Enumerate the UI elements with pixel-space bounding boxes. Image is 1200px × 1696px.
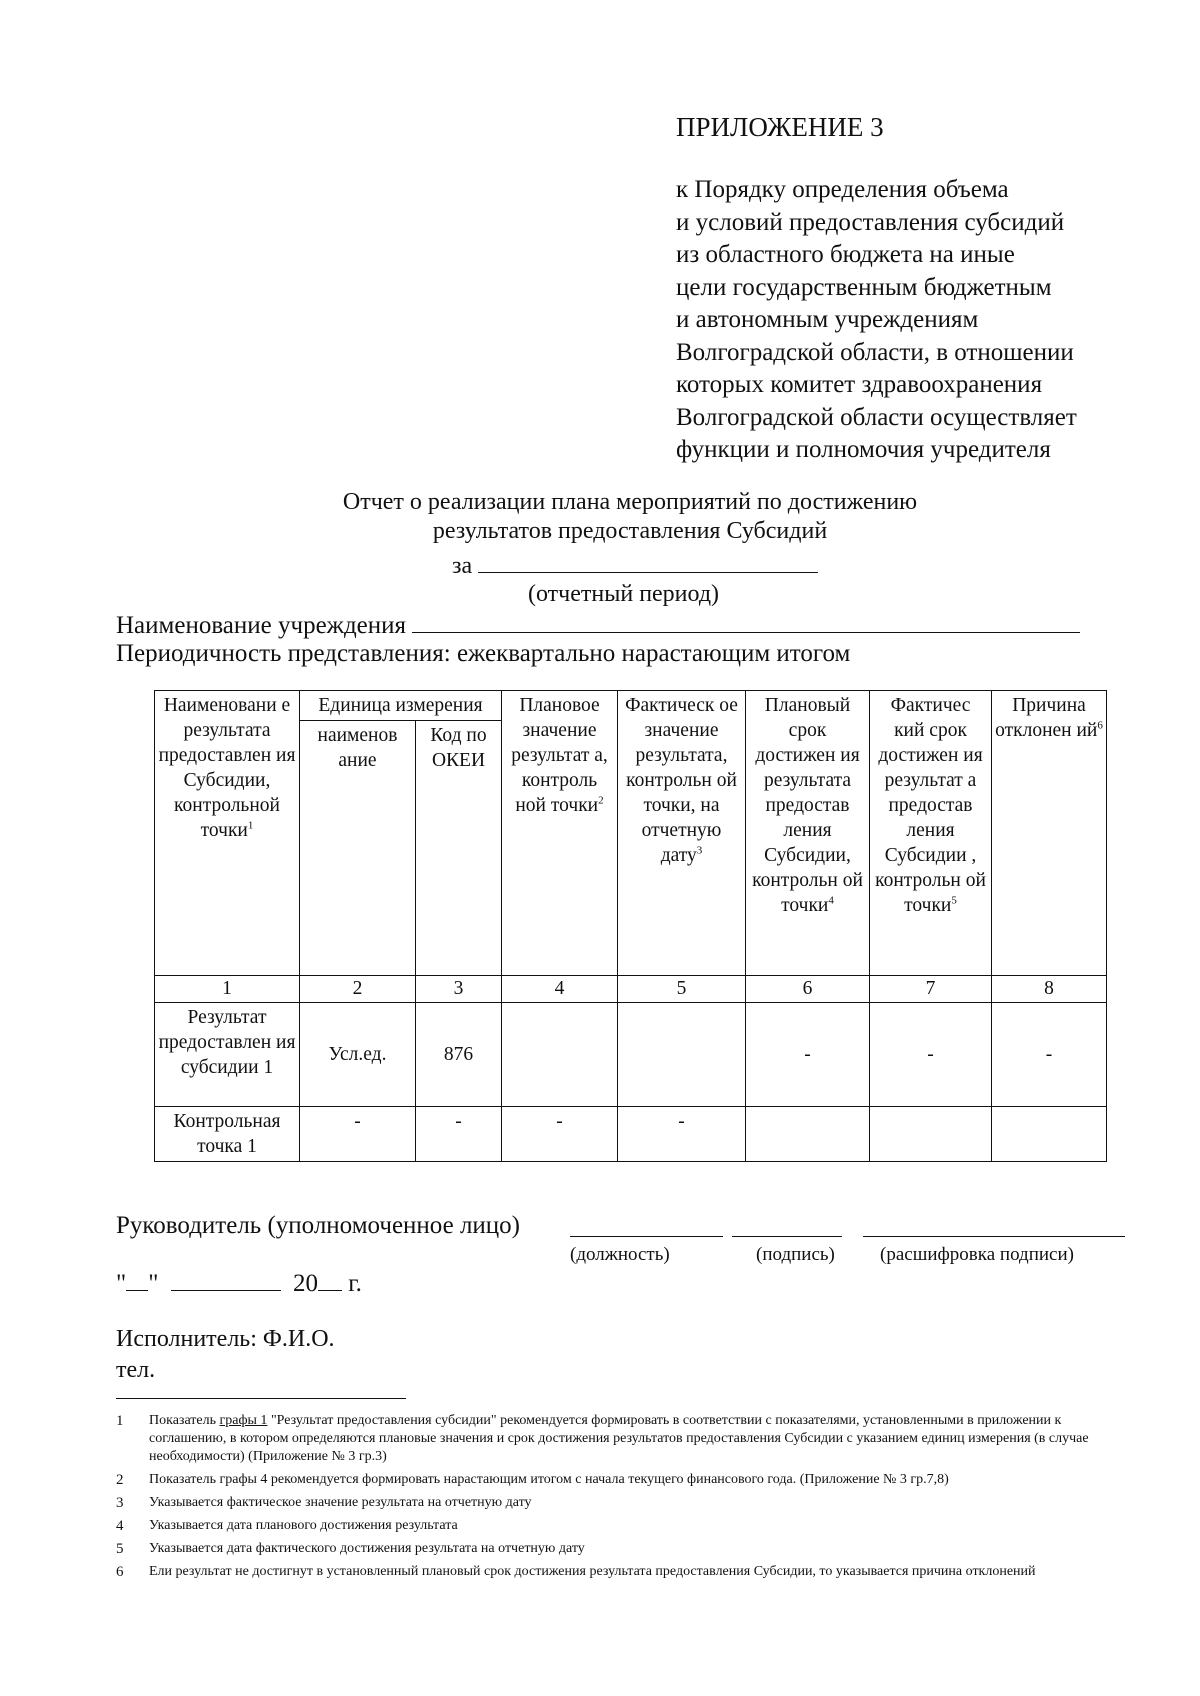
position-caption: (должность) — [570, 1244, 670, 1265]
column-number: 6 — [746, 976, 870, 1003]
executor-label: Исполнитель: Ф.И.О. — [116, 1326, 335, 1352]
header-fact-date: Фактичес кий срок достижен ия результат а предостав ления Субсидии , контрольн ой точки$^5$ — [870, 691, 992, 976]
header-name: Наименовани е результата предоставлен ия Субсидии, контрольной точки$^1$ — [155, 691, 300, 976]
date-quote-close: " — [148, 1270, 159, 1297]
row-fact-date: - — [870, 1003, 992, 1107]
executor-phone: тел. — [116, 1357, 156, 1383]
column-number: 3 — [416, 976, 502, 1003]
column-number: 2 — [300, 976, 416, 1003]
row-code: - — [416, 1107, 502, 1162]
institution-label: Наименование учреждения — [116, 612, 407, 639]
column-number: 7 — [870, 976, 992, 1003]
footnote-number: 3 — [116, 1495, 124, 1511]
table-row — [155, 1107, 1107, 1162]
month-blank — [171, 1268, 281, 1291]
day-blank — [126, 1268, 148, 1291]
footnote — [116, 1563, 1136, 1581]
executor — [116, 1324, 335, 1386]
period-caption: (отчетный период) — [528, 581, 720, 607]
row-plan-date: - — [746, 1003, 870, 1107]
row-unit-name: - — [300, 1107, 416, 1162]
footnote-text: Ели результат не достигнут в установленный плановый срок достижения результата предоставления Субсидии, то указывается причина отклонений — [149, 1564, 1036, 1579]
appendix-line: которых комитет здравоохранения — [676, 371, 1043, 398]
footnote — [116, 1412, 1136, 1466]
footnote-text: Указывается дата планового достижения результата — [149, 1518, 458, 1533]
report-title — [200, 488, 1060, 546]
appendix-line: и условий предоставления субсидий — [676, 208, 1065, 236]
header-fact-value: Фактическ ое значение результата, контрольн ой точки, на отчетную дату$^3$ — [618, 691, 746, 976]
appendix-line: к Порядку определения объема — [676, 176, 1009, 203]
header-plan-date: Плановый срок достижен ия результата предостав ления Субсидии, контрольн ой точки$^4$ — [746, 691, 870, 976]
footnote-text: Указывается дата фактического достижения результата на отчетную дату — [149, 1541, 585, 1556]
footnote-number: 6 — [116, 1564, 124, 1580]
footnote-number: 4 — [116, 1518, 124, 1534]
table-row — [155, 1003, 1107, 1107]
footnotes — [116, 1412, 1136, 1586]
header-plan-value: Плановое значение результат а, контроль ной точки$^2$ — [502, 691, 618, 976]
row-name: Результат предоставлен ия субсидии 1 — [155, 1003, 300, 1107]
decode-blank — [863, 1236, 1125, 1237]
footnote-text: Показатель графы 4 рекомендуется формировать нарастающим итогом с начала текущего финансового года. (Приложение № 3 гр.7,8) — [149, 1472, 949, 1487]
decode-caption: (расшифровка подписи) — [880, 1244, 1074, 1265]
footnote-text: Указывается фактическое значение результата на отчетную дату — [149, 1495, 532, 1510]
footnote-text: Показатель графы 1 "Результат предоставления субсидии" рекомендуется формировать в соответствии с показателями, установленными в приложении к соглашению, в котором определяются плановые значения и срок достижения результатов предоставления Субсидии с указанием единиц измерения (в случае необходимости) (Приложение № 3 гр.3) — [149, 1413, 1089, 1464]
signature-blank — [732, 1236, 842, 1237]
footnote-rule — [116, 1398, 406, 1399]
footnote-number: 5 — [116, 1541, 124, 1557]
row-code: 876 — [416, 1003, 502, 1107]
report-title-line2: результатов предоставления Субсидий — [432, 518, 828, 544]
table-header-row — [155, 691, 1107, 721]
row-reason — [992, 1107, 1107, 1162]
date-line — [116, 1268, 362, 1298]
footnote-link[interactable]: графы 1 — [219, 1413, 268, 1428]
institution-blank — [412, 610, 1080, 633]
header-unit: Единица измерения — [300, 691, 502, 721]
signature-label: Руководитель (уполномоченное лицо) — [116, 1212, 521, 1239]
footnote-number: 1 — [116, 1413, 124, 1429]
year-blank — [318, 1268, 342, 1291]
row-reason: - — [992, 1003, 1107, 1107]
appendix-description — [676, 174, 1077, 467]
report-title-line1: Отчет о реализации плана мероприятий по достижению — [342, 489, 918, 515]
results-table — [154, 690, 1107, 1162]
institution-line — [116, 610, 1080, 640]
signature-caption: (подпись) — [756, 1244, 835, 1265]
column-number: 1 — [155, 976, 300, 1003]
header-unit-code: Код по ОКЕИ — [416, 721, 502, 976]
period-prefix: за — [452, 553, 473, 579]
header-unit-name: наименов ание — [300, 721, 416, 976]
row-name: Контрольная точка 1 — [155, 1107, 300, 1162]
column-number: 8 — [992, 976, 1107, 1003]
row-plan-value — [502, 1003, 618, 1107]
periodicity: Периодичность представления: ежеквартально нарастающим итогом — [116, 640, 851, 667]
appendix-line: Волгоградской области осуществляет — [676, 403, 1077, 431]
footnote — [116, 1471, 1136, 1489]
row-unit-name: Усл.ед. — [300, 1003, 416, 1107]
period-blank — [478, 550, 818, 573]
date-quote-open: " — [116, 1270, 127, 1297]
row-plan-date — [746, 1107, 870, 1162]
footnote-number: 2 — [116, 1472, 124, 1488]
position-blank — [570, 1236, 723, 1237]
row-fact-date — [870, 1107, 992, 1162]
date-suffix: г. — [348, 1270, 362, 1297]
footnote — [116, 1517, 1136, 1535]
appendix-title: ПРИЛОЖЕНИЕ 3 — [676, 112, 884, 142]
column-number: 4 — [502, 976, 618, 1003]
column-number: 5 — [618, 976, 746, 1003]
footnote — [116, 1494, 1136, 1512]
date-year: 20 — [292, 1270, 318, 1297]
appendix-line: цели государственным бюджетным — [676, 273, 1052, 301]
appendix-line: Волгоградской области, в отношении — [676, 338, 1074, 366]
header-reason: Причина отклонен $ий^6$ — [992, 691, 1107, 976]
row-fact-value — [618, 1003, 746, 1107]
row-plan-value: - — [502, 1107, 618, 1162]
footnote — [116, 1540, 1136, 1558]
period-line — [452, 550, 818, 580]
appendix-line: функции и полномочия учредителя — [676, 436, 1051, 463]
column-number-row — [155, 976, 1107, 1003]
appendix-line: из областного бюджета на иные — [676, 241, 1015, 268]
appendix-line: и автономным учреждениям — [676, 306, 979, 333]
row-fact-value: - — [618, 1107, 746, 1162]
